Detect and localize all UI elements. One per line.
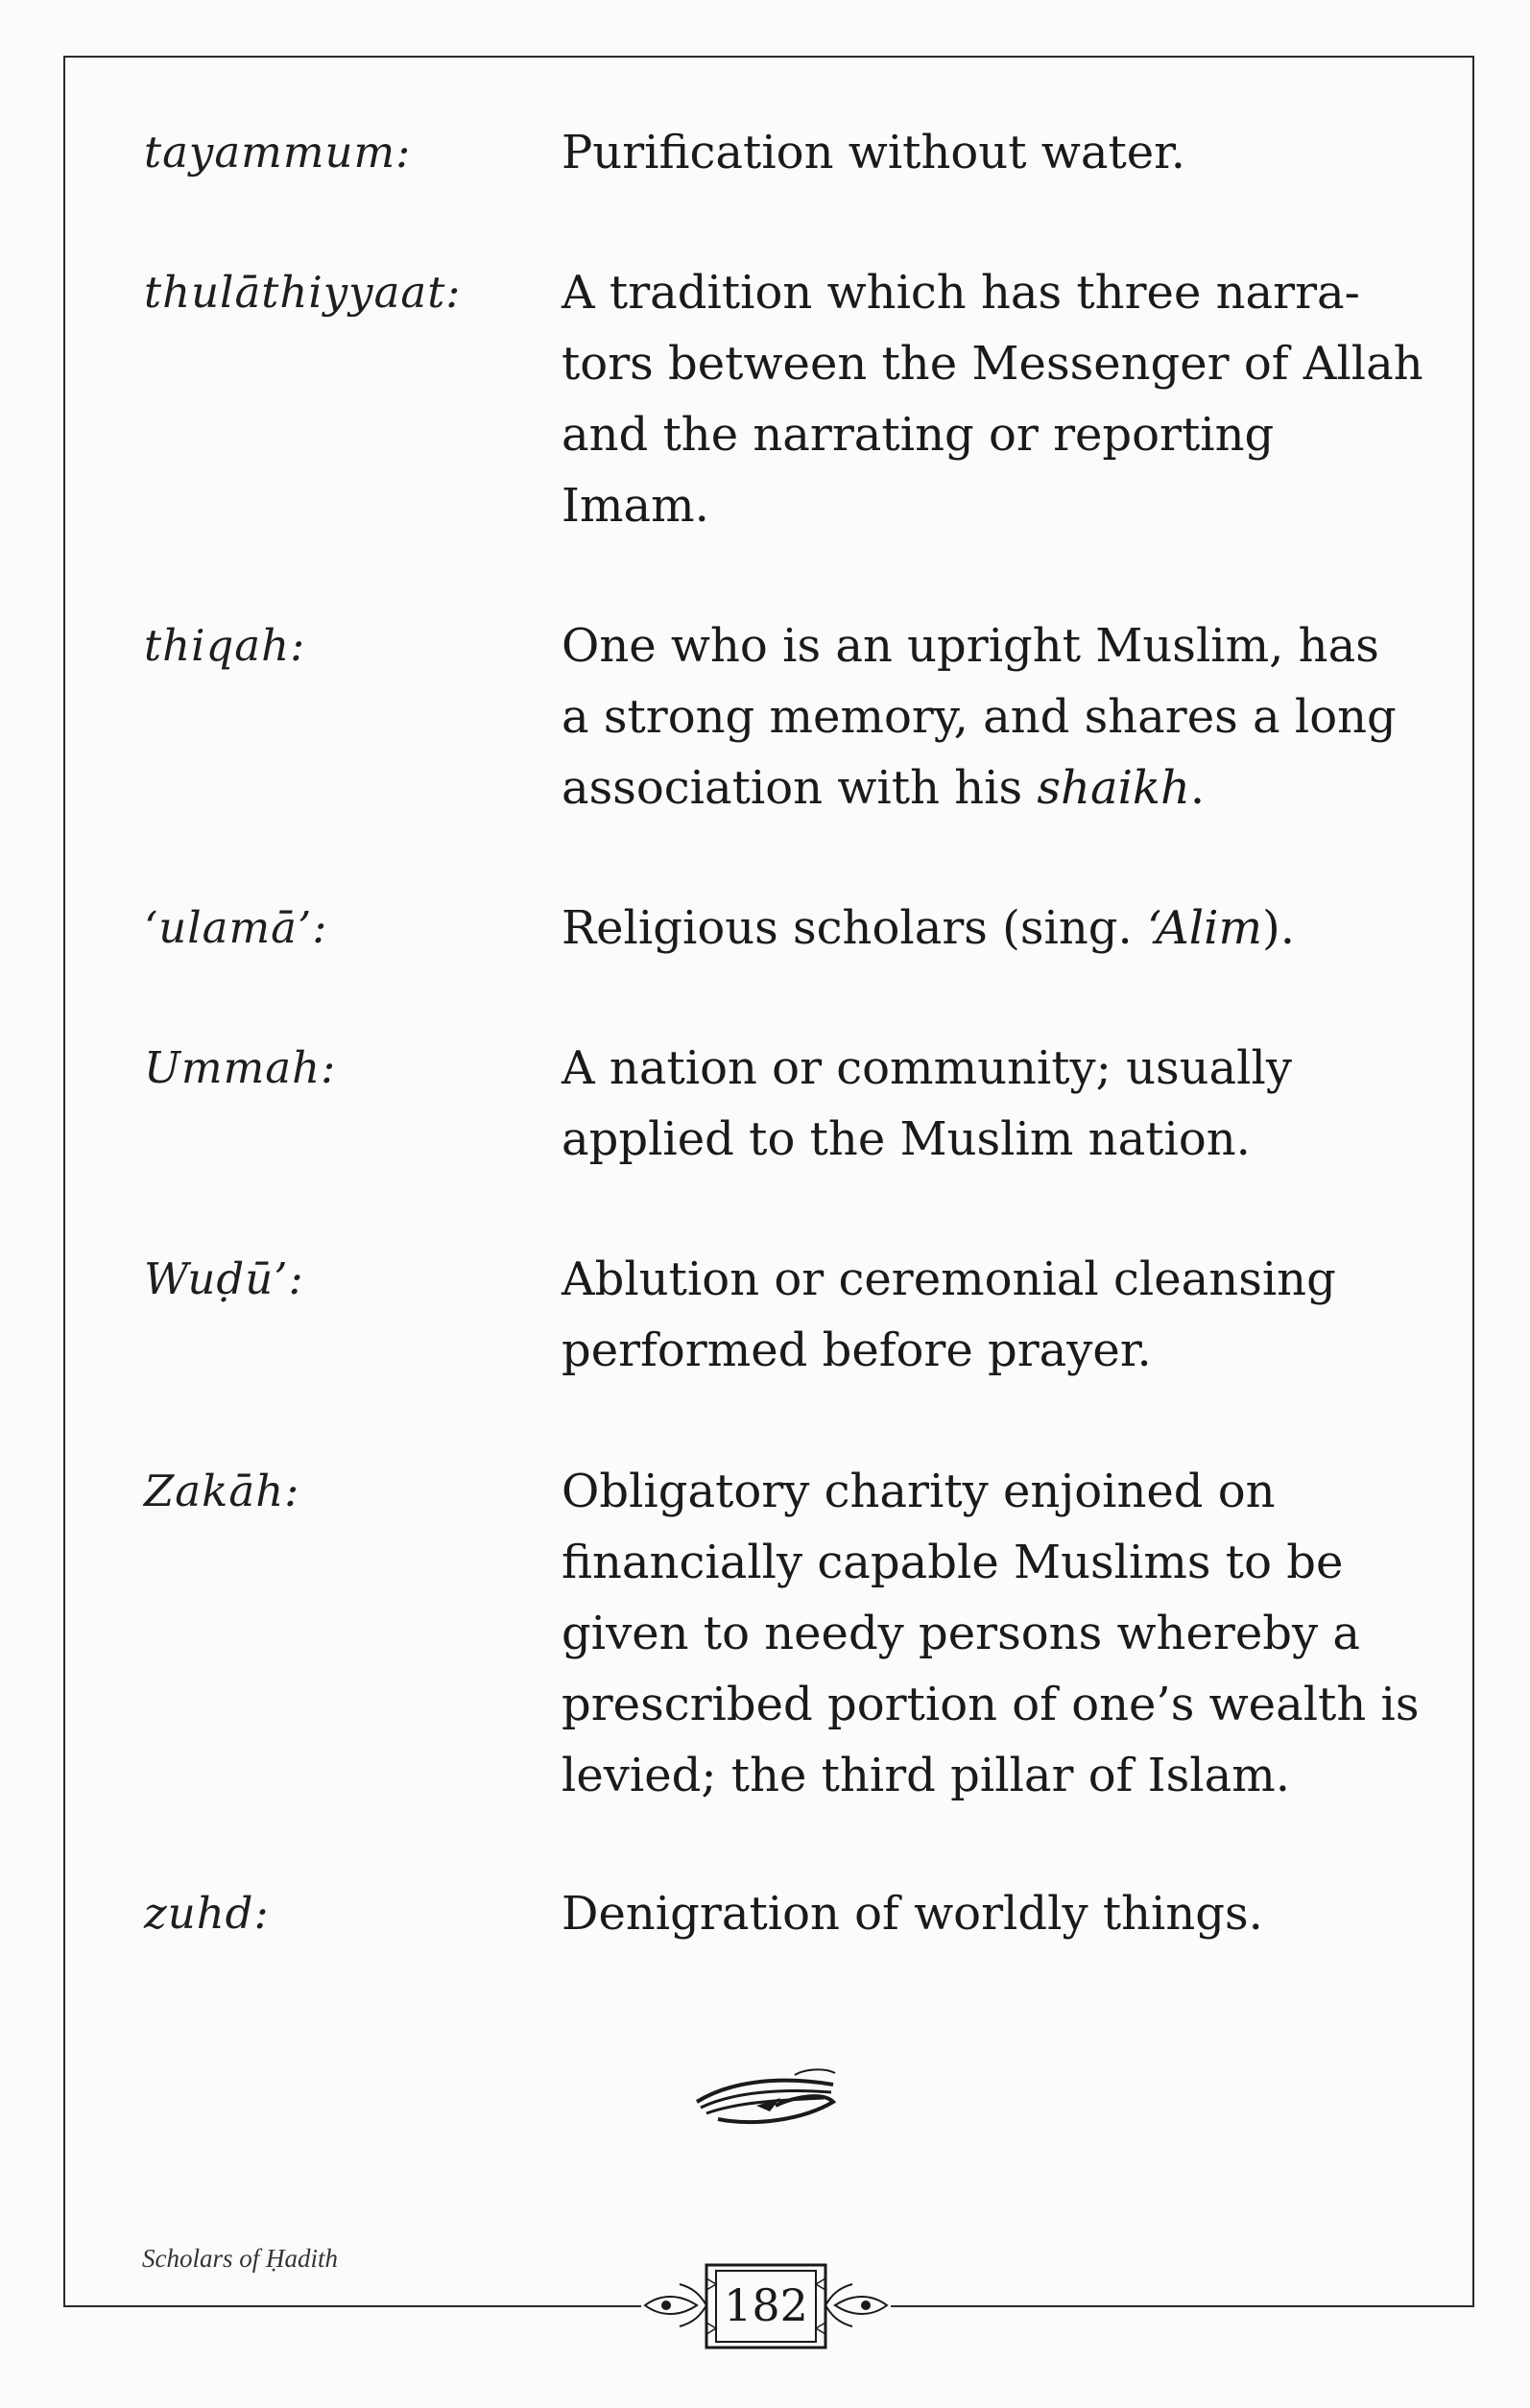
definition-line: tors between the Messenger of Allah <box>562 337 1423 391</box>
glossary-definition <box>562 893 1425 964</box>
glossary-term: zuhd: <box>144 1888 270 1939</box>
glossary-term: Ummah: <box>144 1042 337 1093</box>
definition-line: Denigration of worldly things. <box>562 1887 1263 1941</box>
definition-line: financially capable Muslims to be <box>562 1536 1344 1589</box>
definition-line: and the narrating or reporting <box>562 408 1275 462</box>
definition-line: a strong memory, and shares a long <box>562 690 1397 744</box>
definition-line: A nation or community; usually <box>562 1041 1292 1095</box>
glossary-definition <box>562 610 1425 823</box>
page-number-frame <box>641 2255 891 2361</box>
glossary-definition <box>562 1033 1425 1175</box>
glossary-term: tayammum: <box>144 127 412 178</box>
glossary-definition <box>562 1878 1425 1949</box>
definition-text: ). <box>1261 901 1295 955</box>
definition-text: Religious scholars (sing. <box>562 901 1148 955</box>
glossary-term: ‘ulamā’: <box>144 902 328 953</box>
glossary-term: Zakāh: <box>144 1466 300 1516</box>
definition-line: levied; the third pillar of Islam. <box>562 1749 1290 1802</box>
definition-text: . <box>1189 761 1206 815</box>
definition-line: Obligatory charity enjoined on <box>562 1465 1276 1518</box>
running-footer-title: Scholars of Ḥadith <box>142 2244 339 2273</box>
glossary-term: Wuḍū’: <box>144 1253 304 1304</box>
definition-italic-term: ‘Alim <box>1147 901 1262 955</box>
definition-line: Purification without water. <box>562 126 1186 179</box>
definition-line: One who is an upright Muslim, has <box>562 619 1379 673</box>
definition-line: performed before prayer. <box>562 1323 1152 1377</box>
definition-line: given to needy persons whereby a <box>562 1607 1360 1660</box>
definition-line: applied to the Muslim nation. <box>562 1112 1251 1166</box>
definition-line: prescribed portion of one’s wealth is <box>562 1678 1420 1731</box>
definition-line: Ablution or ceremonial cleansing <box>562 1252 1336 1306</box>
definition-line <box>562 752 1425 823</box>
glossary-term: thiqah: <box>144 620 306 671</box>
definition-line: Imam. <box>562 479 709 533</box>
definition-line: A tradition which has three narra- <box>562 266 1360 320</box>
calligraphy-ornament-icon <box>689 2063 843 2131</box>
definition-italic-term: shaikh <box>1037 761 1190 815</box>
glossary-term: thulāthiyyaat: <box>144 267 462 318</box>
glossary-definition <box>562 1456 1425 1811</box>
definition-text: association with his <box>562 761 1038 815</box>
page-number: 182 <box>724 2279 808 2331</box>
glossary-definition <box>562 1244 1425 1386</box>
glossary-definition <box>562 117 1425 188</box>
glossary-definition <box>562 257 1425 541</box>
definition-line <box>562 893 1425 964</box>
